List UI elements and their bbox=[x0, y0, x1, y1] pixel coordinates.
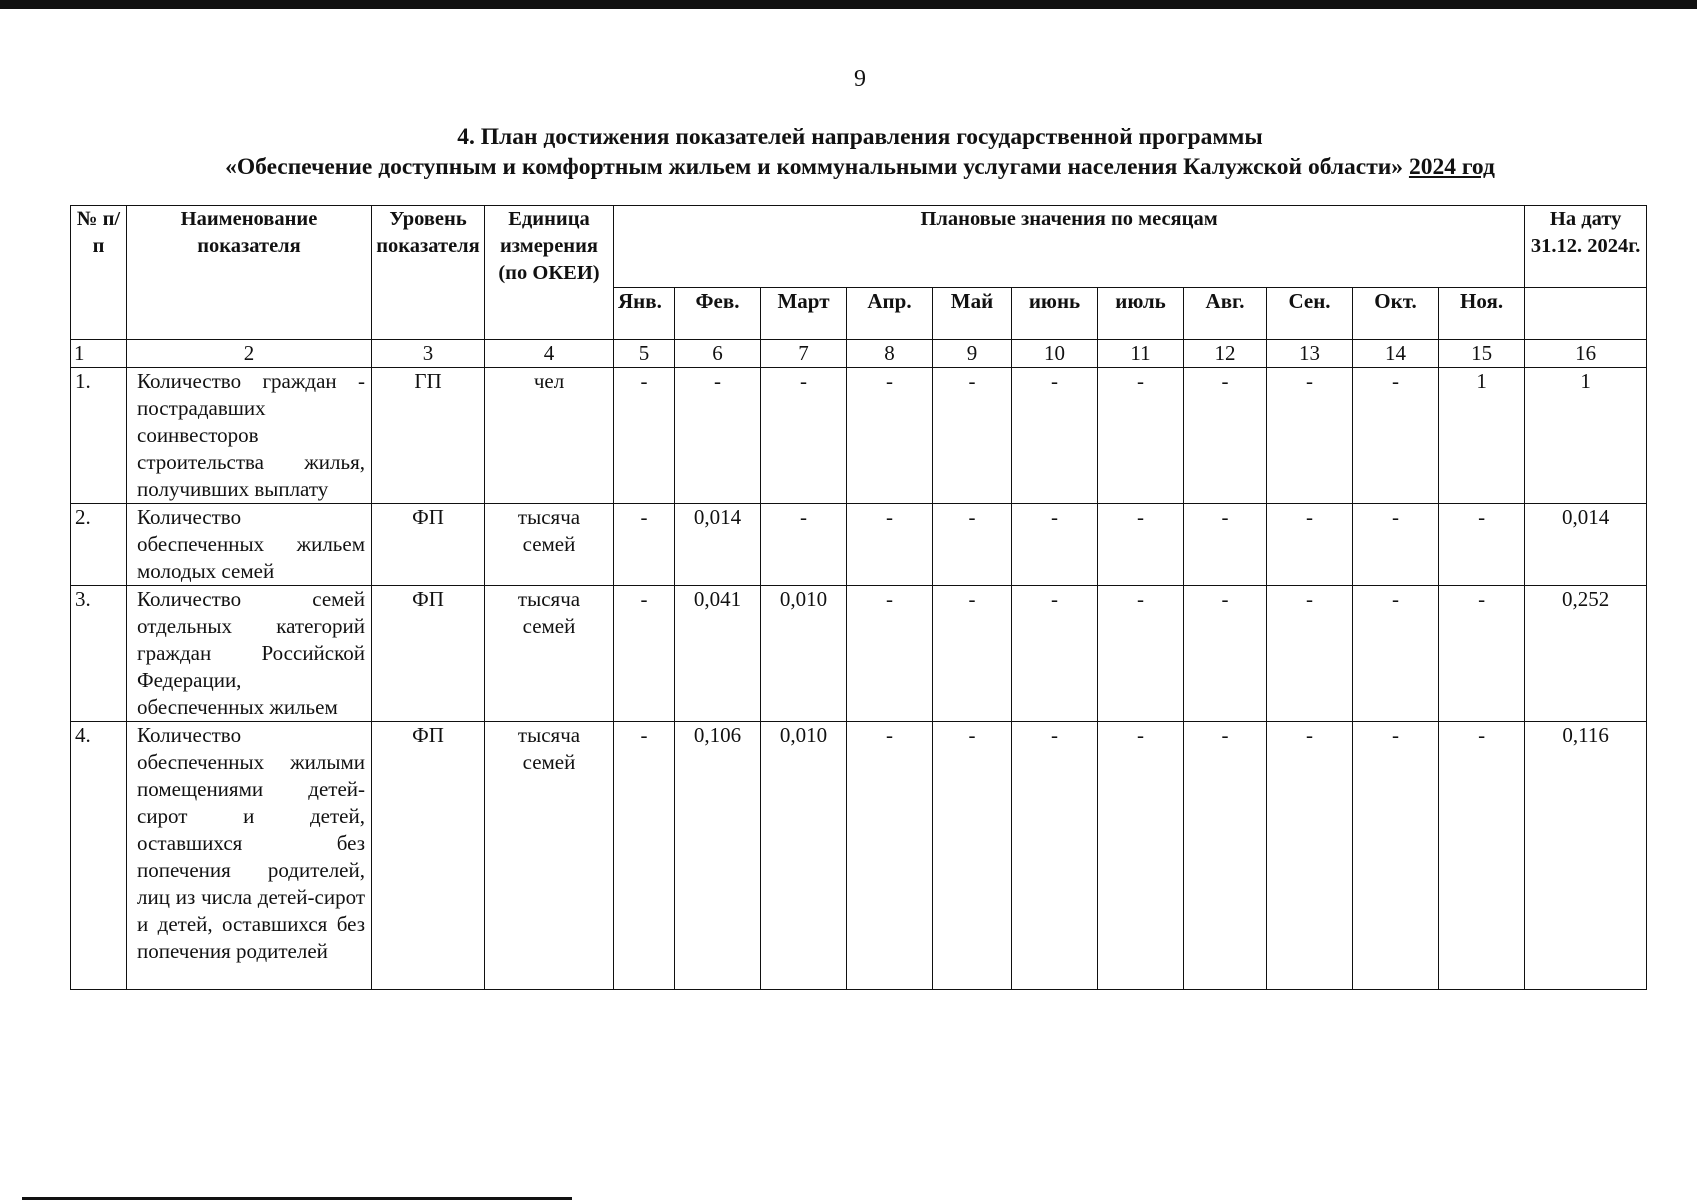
column-number: 14 bbox=[1353, 340, 1439, 368]
month-oct: Окт. bbox=[1353, 288, 1439, 340]
month-value: - bbox=[1267, 368, 1353, 504]
month-jul: июль bbox=[1098, 288, 1184, 340]
month-value: - bbox=[1098, 722, 1184, 990]
month-value: - bbox=[761, 368, 847, 504]
document-title-line-2 bbox=[0, 154, 1697, 181]
year-end-value: 0,014 bbox=[1525, 504, 1647, 586]
indicator-name: Количество обеспеченных жилыми помещениями детей-сирот и детей, оставшихся без попечения родителей, лиц из числа детей-сирот и детей, оставшихся без попечения родителей bbox=[127, 722, 372, 990]
indicator-level: ФП bbox=[372, 586, 485, 722]
month-value: - bbox=[1353, 722, 1439, 990]
month-apr: Апр. bbox=[847, 288, 933, 340]
indicator-name: Количество семей отдельных категорий граждан Российской Федерации, обеспеченных жильем bbox=[127, 586, 372, 722]
top-scan-border bbox=[0, 0, 1697, 9]
column-number: 6 bbox=[675, 340, 761, 368]
month-value: - bbox=[614, 722, 675, 990]
column-number: 12 bbox=[1184, 340, 1267, 368]
month-jan: Янв. bbox=[614, 288, 675, 340]
column-numbers-row bbox=[71, 340, 1647, 368]
month-value: - bbox=[1184, 504, 1267, 586]
month-value: - bbox=[1098, 504, 1184, 586]
month-value: - bbox=[614, 586, 675, 722]
indicator-unit: тысяча семей bbox=[485, 586, 614, 722]
month-value: - bbox=[847, 368, 933, 504]
month-value: - bbox=[1439, 722, 1525, 990]
header-unit: Единица измерения (по ОКЕИ) bbox=[485, 206, 614, 340]
table-row bbox=[71, 722, 1647, 990]
month-value: 0,014 bbox=[675, 504, 761, 586]
indicator-unit: тысяча семей bbox=[485, 722, 614, 990]
column-number: 13 bbox=[1267, 340, 1353, 368]
column-number: 3 bbox=[372, 340, 485, 368]
month-value: - bbox=[1353, 504, 1439, 586]
month-value: - bbox=[614, 504, 675, 586]
month-jun: июнь bbox=[1012, 288, 1098, 340]
indicator-unit: тысяча семей bbox=[485, 504, 614, 586]
indicator-name: Количество граждан - пострадавших соинвесторов строительства жилья, получивших выплату bbox=[127, 368, 372, 504]
document-title-line-1: 4. План достижения показателей направления государственной программы bbox=[457, 124, 1263, 150]
year-end-value: 0,116 bbox=[1525, 722, 1647, 990]
plan-year: 2024 год bbox=[1408, 154, 1495, 180]
month-value: - bbox=[614, 368, 675, 504]
column-number: 2 bbox=[127, 340, 372, 368]
month-value: - bbox=[1184, 586, 1267, 722]
month-value: - bbox=[1012, 722, 1098, 990]
empty-cell bbox=[1525, 288, 1647, 340]
month-value: 0,010 bbox=[761, 722, 847, 990]
year-end-value: 1 bbox=[1525, 368, 1647, 504]
year-end-value: 0,252 bbox=[1525, 586, 1647, 722]
month-value: - bbox=[1012, 586, 1098, 722]
month-value: 0,010 bbox=[761, 586, 847, 722]
header-monthly-plan: Плановые значения по месяцам bbox=[614, 206, 1525, 288]
column-number: 16 bbox=[1525, 340, 1647, 368]
month-value: 1 bbox=[1439, 368, 1525, 504]
month-value: - bbox=[1267, 722, 1353, 990]
row-number: 3. bbox=[71, 586, 127, 722]
month-aug: Авг. bbox=[1184, 288, 1267, 340]
month-value: - bbox=[1439, 586, 1525, 722]
column-number: 9 bbox=[933, 340, 1012, 368]
month-nov: Ноя. bbox=[1439, 288, 1525, 340]
month-value: - bbox=[1267, 586, 1353, 722]
month-value: - bbox=[933, 368, 1012, 504]
month-value: - bbox=[933, 722, 1012, 990]
column-number: 11 bbox=[1098, 340, 1184, 368]
table-header-row bbox=[71, 206, 1647, 288]
header-indicator-level: Уровень показателя bbox=[372, 206, 485, 340]
row-number: 4. bbox=[71, 722, 127, 990]
column-number: 4 bbox=[485, 340, 614, 368]
indicator-unit: чел bbox=[485, 368, 614, 504]
month-value: - bbox=[847, 504, 933, 586]
month-value: 0,041 bbox=[675, 586, 761, 722]
month-value: - bbox=[1439, 504, 1525, 586]
month-value: - bbox=[675, 368, 761, 504]
month-value: - bbox=[1012, 368, 1098, 504]
month-mar: Март bbox=[761, 288, 847, 340]
month-value: - bbox=[1098, 586, 1184, 722]
month-value: 0,106 bbox=[675, 722, 761, 990]
column-number: 15 bbox=[1439, 340, 1525, 368]
month-feb: Фев. bbox=[675, 288, 761, 340]
month-value: - bbox=[847, 722, 933, 990]
header-indicator-name: Наименование показателя bbox=[127, 206, 372, 340]
column-number: 5 bbox=[614, 340, 675, 368]
month-value: - bbox=[1267, 504, 1353, 586]
indicators-plan-table bbox=[70, 205, 1647, 990]
indicator-level: ГП bbox=[372, 368, 485, 504]
indicator-level: ФП bbox=[372, 504, 485, 586]
month-sep: Сен. bbox=[1267, 288, 1353, 340]
program-name: «Обеспечение доступным и комфортным жильем и коммунальными услугами населения Калужской области» bbox=[225, 154, 1404, 180]
month-value: - bbox=[1184, 368, 1267, 504]
month-value: - bbox=[1353, 368, 1439, 504]
column-number: 1 bbox=[71, 340, 127, 368]
indicator-level: ФП bbox=[372, 722, 485, 990]
header-year-end-date: На дату 31.12. 2024г. bbox=[1525, 206, 1647, 288]
table-row bbox=[71, 504, 1647, 586]
month-may: Май bbox=[933, 288, 1012, 340]
month-value: - bbox=[761, 504, 847, 586]
row-number: 1. bbox=[71, 368, 127, 504]
table-row bbox=[71, 368, 1647, 504]
month-value: - bbox=[1353, 586, 1439, 722]
month-value: - bbox=[933, 586, 1012, 722]
month-value: - bbox=[1012, 504, 1098, 586]
month-value: - bbox=[1184, 722, 1267, 990]
column-number: 7 bbox=[761, 340, 847, 368]
indicator-name: Количество обеспеченных жильем молодых семей bbox=[127, 504, 372, 586]
column-number: 8 bbox=[847, 340, 933, 368]
month-value: - bbox=[1098, 368, 1184, 504]
month-value: - bbox=[847, 586, 933, 722]
page-number: 9 bbox=[854, 66, 866, 92]
table-row bbox=[71, 586, 1647, 722]
column-number: 10 bbox=[1012, 340, 1098, 368]
row-number: 2. bbox=[71, 504, 127, 586]
month-value: - bbox=[933, 504, 1012, 586]
header-number: № п/п bbox=[71, 206, 127, 340]
